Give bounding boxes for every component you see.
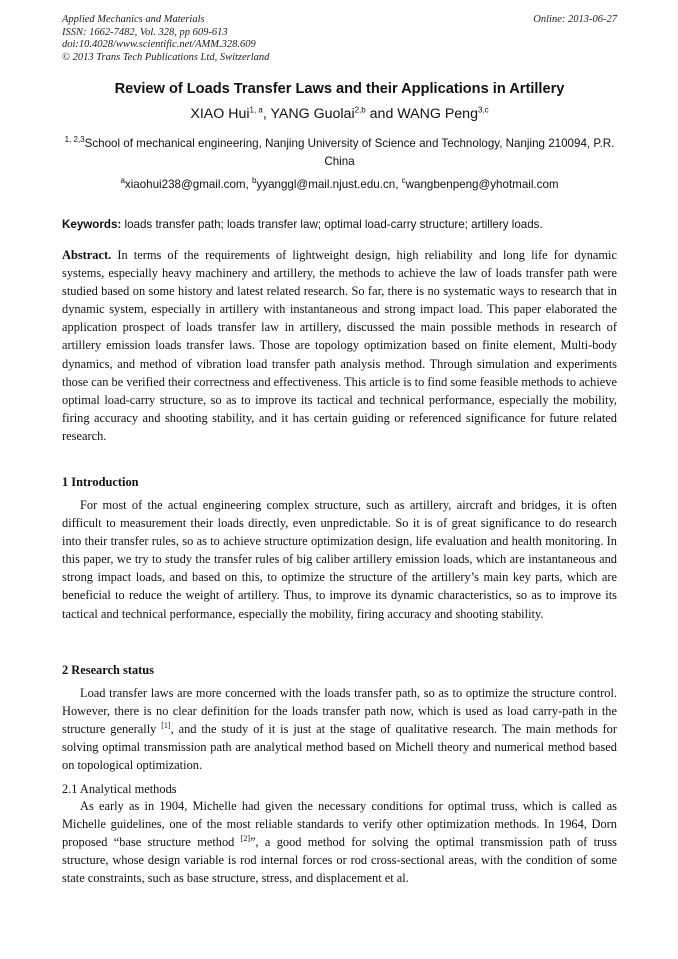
affiliation-text: School of mechanical engineering, Nanjing University of Science and Technology, Nanjing 210094, P.R. China	[84, 137, 615, 168]
email-address: xiaohui238@gmail.com,	[124, 178, 253, 191]
section-heading-research-status: 2 Research status	[62, 663, 155, 677]
keywords-text: loads transfer path; loads transfer law; optimal load-carry structure; artillery loads.	[121, 218, 543, 231]
journal-name: Applied Mechanics and Materials	[62, 14, 205, 25]
subsection-heading-analytical-methods: 2.1 Analytical methods	[62, 782, 177, 796]
journal-header	[62, 14, 617, 64]
paragraph-text: ”, a good method for solving the optimal transmission path of truss structure, whose design variable is rod internal forces or rod cross-sectional areas, with the condition of some state constraints, such as base structure, stress, and displacement et al.	[62, 835, 617, 886]
email-address: wangbenpeng@yhotmail.com	[405, 178, 559, 191]
analytical-methods-paragraph	[62, 797, 617, 887]
online-date: Online: 2013-06-27	[533, 14, 617, 25]
author-name: WANG Peng	[397, 106, 478, 122]
affiliation	[62, 135, 617, 171]
email-superscript: c	[401, 176, 406, 186]
keywords-label: Keywords:	[62, 218, 122, 231]
research-status-paragraph	[62, 684, 617, 774]
citation-ref: [1]	[161, 721, 171, 731]
email-list	[62, 177, 617, 193]
paragraph-text: , and the study of it is just at the stage of qualitative research. The main methods for solving optimal transmission path are analytical method based on Michell theory and numerical method based on topological optimization.	[62, 722, 617, 773]
keywords	[62, 217, 617, 233]
paragraph-text: Load transfer laws are more concerned with the loads transfer path, so as to optimize the structure control. However, there is no clear definition for the loads transfer path now, which is used as load carry-path in the structure generally	[62, 686, 617, 737]
email-superscript: a	[120, 176, 125, 186]
author-superscript: 1, a	[249, 105, 263, 115]
citation-ref: [2]	[240, 834, 250, 844]
author-name: XIAO Hui	[190, 106, 250, 122]
introduction-paragraph: For most of the actual engineering complex structure, such as artillery, aircraft and bridges, it is often difficult to measurement their loads directly, even unpredictable. So it is of great significance to do research into their transfer rules, so as to achieve structure optimization design, life evaluation and health monitoring. In this paper, we try to study the transfer rules of big caliber artillery emission loads, which are instantaneous and strong impact loads, and based on this, to optimize the structure of the artillery’s main key parts, which are beneficial to reduce the weight of artillery. Thus, to improve its dynamic characteristics, so as to improve its tactical and technical performance, especially the mobility, firing accuracy and shooting stability.	[62, 498, 617, 621]
author-name: YANG Guolai	[270, 106, 355, 122]
author-separator: ,	[262, 106, 271, 122]
abstract	[62, 246, 617, 445]
author-list	[62, 104, 617, 124]
abstract-text: In terms of the requirements of lightweight design, high reliability and long life for dynamic systems, especially heavy machinery and artillery, the methods to achieve the law of loads transfer path were studied based on some history and latest related research. So far, there is no systematic ways to research that in dynamic system, especially in artillery with instantaneous and strong impact load. This paper elaborated the application prospect of loads transfer law in artillery, discussed the main possible methods in research of artillery emission loads transfer laws. Those are topology optimization based on finite element, Multi-body dynamics, and method of vibration load transfer path analysis method. Through simulation and experiments those can be verified their correctness and effectiveness. This article is to find some feasible methods to achieve optimal load-carry structure, so as to improve its tactical and technical performance, especially the mobility, firing accuracy and shooting stability, and it has certain guiding or referenced significance for future related research.	[62, 248, 617, 443]
paper-title: Review of Loads Transfer Laws and their Applications in Artillery	[114, 81, 565, 97]
doi-line: doi:10.4028/www.scientific.net/AMM.328.609	[62, 39, 256, 50]
affiliation-superscript: 1, 2,3	[64, 135, 85, 145]
author-superscript: 2,b	[354, 105, 366, 115]
author-superscript: 3,c	[477, 105, 489, 115]
issn-line: ISSN: 1662-7482, Vol. 328, pp 609-613	[62, 26, 228, 38]
abstract-label: Abstract.	[62, 248, 112, 262]
paragraph-text: As early as in 1904, Michelle had given the necessary conditions for optimal truss, which is called as Michelle guidelines, one of the most reliable standards to verify other optimization methods. In 1964, Dorn proposed “base structure method	[62, 799, 617, 850]
copyright-line: © 2013 Trans Tech Publications Ltd, Switzerland	[62, 51, 270, 63]
author-separator: and	[365, 106, 398, 122]
email-address: yyanggl@mail.njust.edu.cn,	[256, 178, 402, 191]
email-superscript: b	[252, 176, 257, 186]
section-heading-introduction: 1 Introduction	[62, 475, 139, 489]
